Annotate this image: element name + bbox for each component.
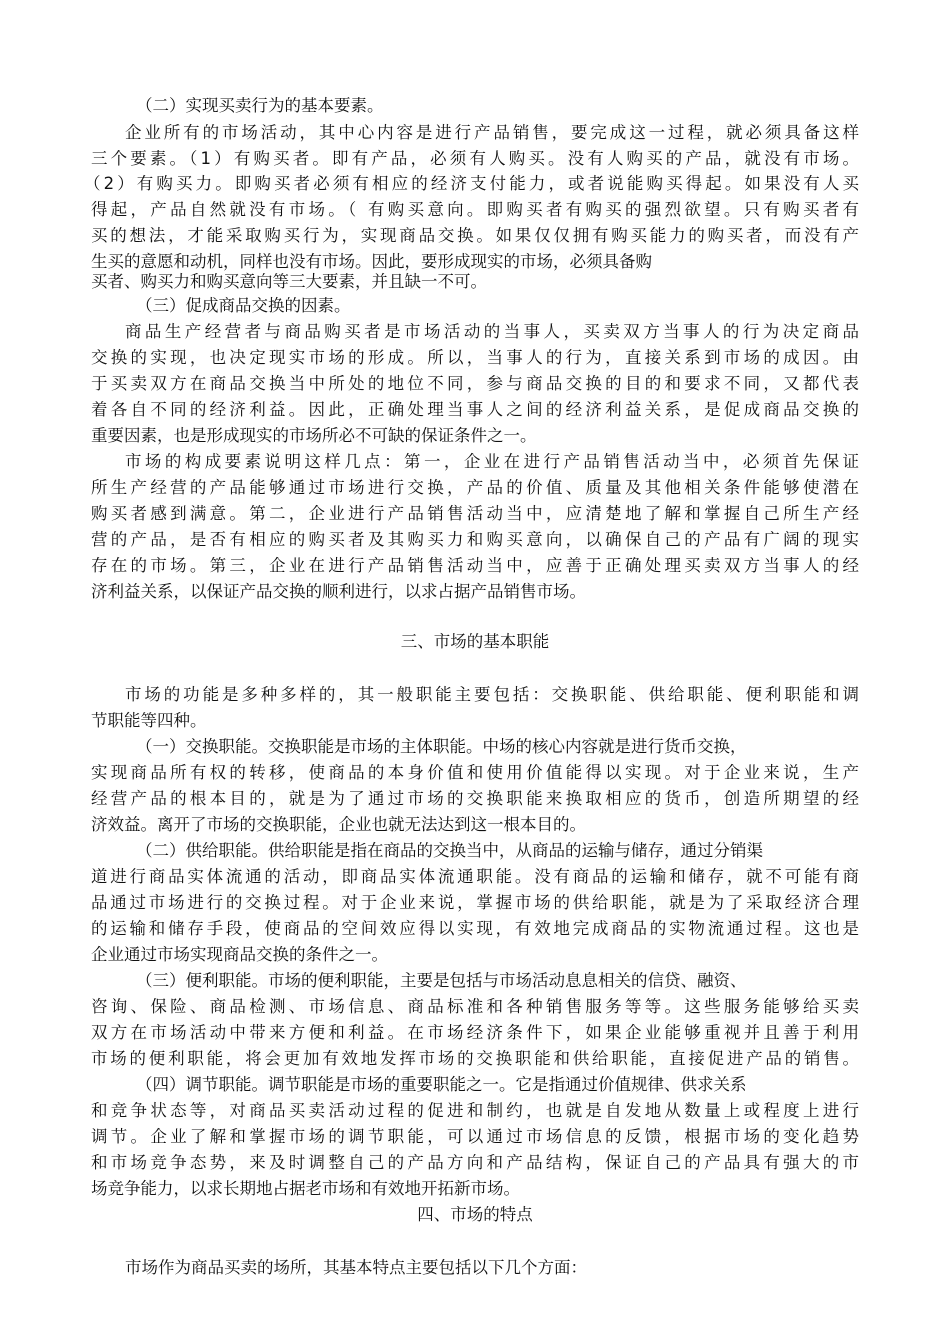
paragraph-line: （2）有购买力。即购买者必须有相应的经济支付能力，或者说能购买得起。如果没有人买 bbox=[84, 174, 859, 193]
paragraph-line: 调节。企业了解和掌握市场的调节职能，可以通过市场信息的反馈，根据市场的变化趋势 bbox=[91, 1127, 859, 1146]
paragraph-line: 企业所有的市场活动，其中心内容是进行产品销售，要完成这一过程，就必须具备这样 bbox=[125, 123, 859, 142]
paragraph-line: 交换的实现，也决定现实市场的形成。所以，当事人的行为，直接关系到市场的成因。由 bbox=[91, 348, 859, 367]
paragraph-line: 着各自不同的经济利益。因此，正确处理当事人之间的经济利益关系，是促成商品交换的 bbox=[91, 400, 859, 419]
section-heading: （二）实现买卖行为的基本要素。 bbox=[136, 96, 384, 115]
paragraph-line: 品通过市场进行的交换过程。对于企业来说，掌握市场的供给职能，就是为了采取经济合理 bbox=[91, 893, 859, 912]
paragraph-line: 济效益。离开了市场的交换职能，企业也就无法达到这一根本目的。 bbox=[91, 815, 586, 834]
paragraph-line: （四）调节职能。调节职能是市场的重要职能之一。它是指通过价值规律、供求关系 bbox=[136, 1075, 747, 1094]
paragraph-line: 商品生产经营者与商品购买者是市场活动的当事人，买卖双方当事人的行为决定商品 bbox=[125, 322, 859, 341]
paragraph-line: 于买卖双方在商品交换当中所处的地位不同，参与商品交换的目的和要求不同，又都代表 bbox=[91, 374, 859, 393]
paragraph-line: 所生产经营的产品能够通过市场进行交换，产品的价值、质量及其他相关条件能够使潜在 bbox=[91, 478, 859, 497]
paragraph-line: 三个要素。（1）有购买者。即有产品，必须有人购买。没有人购买的产品，就没有市场。 bbox=[91, 149, 859, 168]
paragraph-line: 存在的市场。第三，企业在进行产品销售活动当中，应善于正确处理买卖双方当事人的经 bbox=[91, 556, 859, 575]
paragraph-line: 生买的意愿和动机，同样也没有市场。因此，要形成现实的市场，必须具备购 bbox=[91, 252, 652, 271]
paragraph-line: 场竞争能力，以求长期地占据老市场和有效地开拓新市场。 bbox=[91, 1179, 520, 1198]
paragraph-line: 企业通过市场实现商品交换的条件之一。 bbox=[91, 945, 388, 964]
paragraph-line: 济利益关系，以保证产品交换的顺利进行，以求占据产品销售市场。 bbox=[91, 582, 586, 601]
paragraph-line: 市场的功能是多种多样的，其一般职能主要包括：交换职能、供给职能、便利职能和调 bbox=[125, 685, 859, 704]
paragraph-line: （三）便利职能。市场的便利职能，主要是包括与市场活动息息相关的信贷、融资、 bbox=[136, 971, 747, 990]
paragraph-line: 市场的构成要素说明这样几点：第一，企业在进行产品销售活动当中，必须首先保证 bbox=[125, 452, 859, 471]
paragraph-line: 购买者感到满意。第二，企业进行产品销售活动当中，应清楚地了解和掌握自己所生产经 bbox=[91, 504, 859, 523]
paragraph-line: 营的产品，是否有相应的购买者及其购买力和购买意向，以确保自己的产品有广阔的现实 bbox=[91, 530, 859, 549]
paragraph-line: 买者、购买力和购买意向等三大要素，并且缺一不可。 bbox=[91, 272, 487, 291]
paragraph-line: （一）交换职能。交换职能是市场的主体职能。中场的核心内容就是进行货币交换， bbox=[136, 737, 747, 756]
paragraph-line: 市场的便利职能，将会更加有效地发挥市场的交换职能和供给职能，直接促进产品的销售。 bbox=[91, 1049, 859, 1068]
paragraph-line: 道进行商品实体流通的活动，即商品实体流通职能。没有商品的运输和储存，就不可能有商 bbox=[91, 867, 859, 886]
paragraph-line: 双方在市场活动中带来方便和利益。在市场经济条件下，如果企业能够重视并且善于利用 bbox=[91, 1023, 859, 1042]
paragraph-line: （二）供给职能。供给职能是指在商品的交换当中，从商品的运输与储存，通过分销渠 bbox=[136, 841, 763, 860]
paragraph-line: 得起，产品自然就没有市场。（ 有购买意向。即购买者有购买的强烈欲望。只有购买者有 bbox=[91, 200, 859, 219]
chapter-title: 四、市场的特点 bbox=[417, 1205, 533, 1224]
paragraph-line: 的运输和储存手段，使商品的空间效应得以实现，有效地完成商品的实物流通过程。这也是 bbox=[91, 919, 859, 938]
chapter-title: 三、市场的基本职能 bbox=[400, 632, 550, 651]
paragraph-line: 重要因素，也是形成现实的市场所必不可缺的保证条件之一。 bbox=[91, 426, 537, 445]
paragraph-line: 买的想法，才能采取购买行为，实现商品交换。如果仅仅拥有购买能力的购买者，而没有产 bbox=[91, 226, 859, 245]
paragraph-line: 市场作为商品买卖的场所，其基本特点主要包括以下几个方面： bbox=[125, 1258, 587, 1277]
paragraph-line: 和竞争状态等，对商品买卖活动过程的促进和制约，也就是自发地从数量上或程度上进行 bbox=[91, 1101, 859, 1120]
paragraph-line: 节职能等四种。 bbox=[91, 711, 207, 730]
paragraph-line: 实现商品所有权的转移，使商品的本身价值和使用价值能得以实现。对于企业来说，生产 bbox=[91, 763, 859, 782]
paragraph-line: 咨询、保险、商品检测、市场信息、商品标准和各种销售服务等等。这些服务能够给买卖 bbox=[91, 997, 859, 1016]
paragraph-line: 经营产品的根本目的，就是为了通过市场的交换职能来换取相应的货币，创造所期望的经 bbox=[91, 789, 859, 808]
section-heading: （三）促成商品交换的因素。 bbox=[136, 296, 351, 315]
paragraph-line: 和市场竞争态势，来及时调整自己的产品方向和产品结构，保证自己的产品具有强大的市 bbox=[91, 1153, 859, 1172]
